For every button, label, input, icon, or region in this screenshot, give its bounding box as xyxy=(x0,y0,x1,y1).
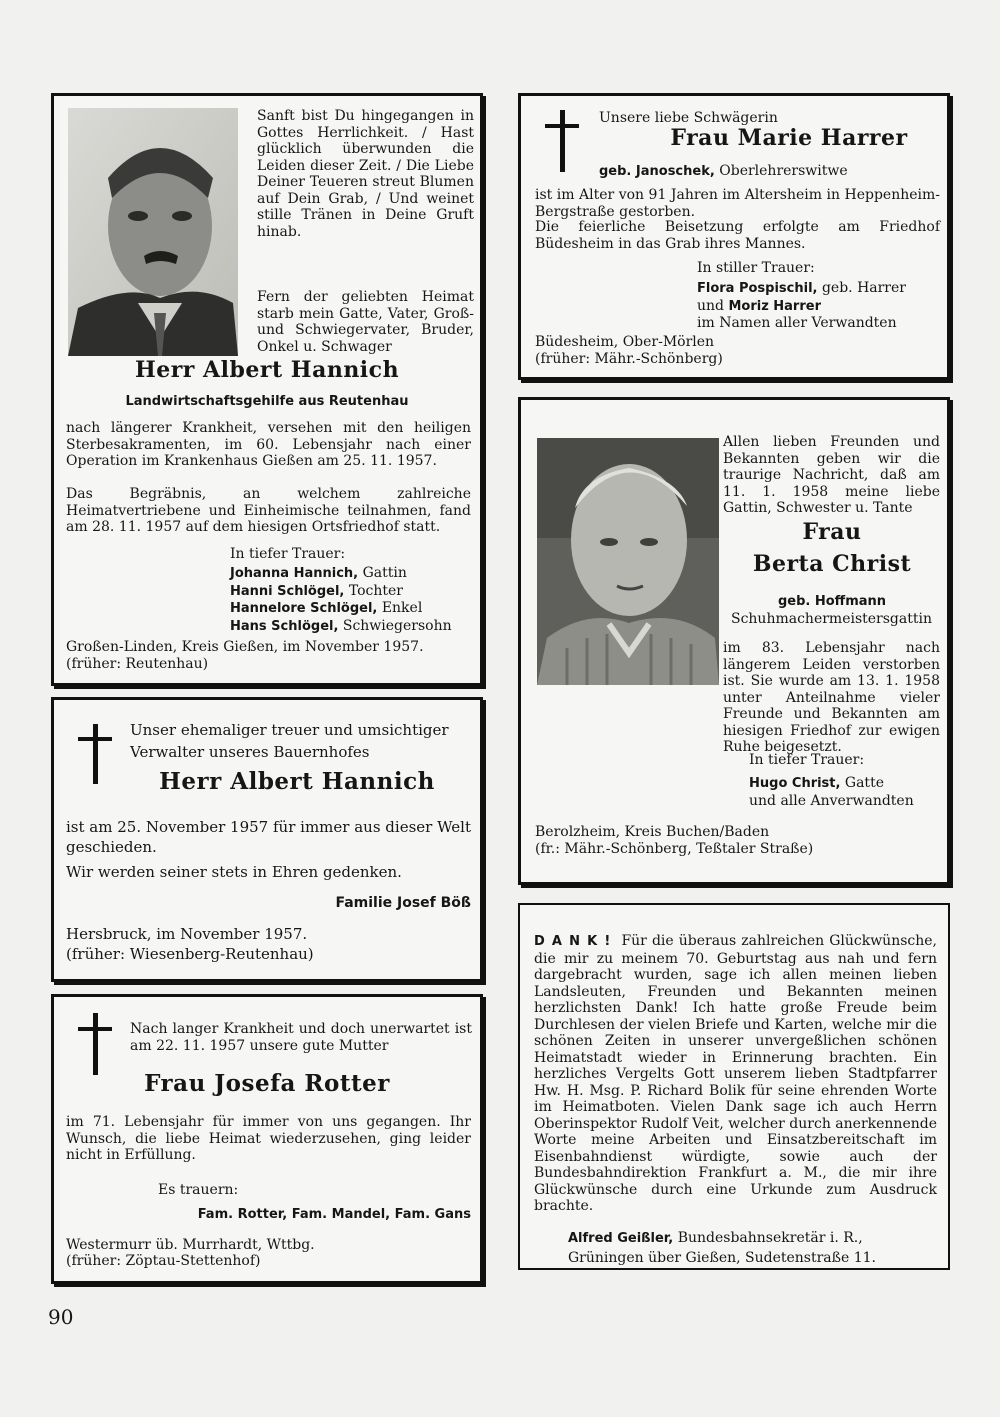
signer-address: Grüningen über Gießen, Sudetenstraße 11. xyxy=(568,1250,877,1266)
signer-line xyxy=(568,1230,938,1248)
born-name: geb. Janoschek, xyxy=(599,164,715,179)
mourner-relation: Gatte xyxy=(844,775,884,791)
mourner-row: Hanni Schlögel, Tochter xyxy=(230,582,403,599)
remember-text: Wir werden seiner stets in Ehren gedenken. xyxy=(66,863,402,881)
mourners-list: Fam. Rotter, Fam. Mandel, Fam. Gans xyxy=(197,1207,471,1222)
mourner-row: Hannelore Schlögel, Enkel xyxy=(230,600,423,616)
obituary-christ xyxy=(518,397,950,885)
body-text xyxy=(535,640,940,756)
occupation-text: Landwirtschaftsgehilfe aus Reutenhau xyxy=(125,394,409,409)
body-text-2: Die feierliche Beisetzung erfolgte am Friedhof Büdesheim in das Grab ihres Mannes. xyxy=(535,219,940,252)
intro-text: Nach langer Krankheit und doch unerwartet ist am 22. 11. 1957 unsere gute Mutter xyxy=(130,1021,472,1054)
intro-text: Allen lieben Freunden und Bekannten geben wir die traurige Nachricht, daß am 11. 1. 1958 meine liebe Gattin, Schwester u. Tante xyxy=(723,434,940,516)
deceased-name: Herr Albert Hannich xyxy=(134,357,400,383)
body-text: im 71. Lebensjahr für immer von uns gegangen. Ihr Wunsch, die liebe Heimat wiederzusehen, ging leider nicht in Erfüllung. xyxy=(66,1114,471,1163)
place-date: Hersbruck, im November 1957. xyxy=(66,925,308,943)
signed-by: Familie Josef Böß xyxy=(335,895,471,911)
mourner-relation: geb. Harrer xyxy=(821,280,906,296)
cross-icon xyxy=(78,1013,112,1075)
mourner-name: Hugo Christ, xyxy=(749,776,841,791)
formerly-text: (fr.: Mähr.-Schönberg, Teßtaler Straße) xyxy=(535,841,814,857)
obituary-hannich-main xyxy=(51,93,483,686)
mourning-label: In tiefer Trauer: xyxy=(749,752,865,768)
born-text: geb. Hoffmann xyxy=(777,594,887,609)
deceased-name: Frau Josefa Rotter xyxy=(144,1070,390,1097)
page-number: 90 xyxy=(48,1305,74,1329)
mourners-list xyxy=(230,565,475,635)
occupation-text: Schuhmachermeistersgattin xyxy=(730,611,932,627)
obituary-harrer xyxy=(518,93,950,380)
mourners-list xyxy=(697,280,947,332)
formerly-text: (früher: Mähr.-Schönberg) xyxy=(535,351,723,367)
obituary-hannich-boess xyxy=(51,697,483,982)
intro-text: Fern der geliebten Heimat starb mein Gatte, Vater, Groß- und Schwiegervater, Bruder, Onkel u. Schwager xyxy=(257,289,474,355)
deceased-name: Berta Christ xyxy=(752,551,912,577)
mourning-label: Es trauern: xyxy=(158,1182,239,1198)
mourners-list xyxy=(749,775,949,809)
cross-icon xyxy=(78,724,112,784)
thanks-notice xyxy=(518,903,950,1270)
body-text-1: nach längerer Krankheit, versehen mit den heiligen Sterbesakramenten, im 60. Lebensjahr nach einer Operation im Krankenhaus Gießen am 25. 11. 1957. xyxy=(66,420,471,469)
mourner-name: Moriz Harrer xyxy=(728,298,821,314)
intro-line-1: Unser ehemaliger treuer und umsichtiger xyxy=(130,721,449,739)
body-text: ist am 25. November 1957 für immer aus dieser Welt geschieden. xyxy=(66,818,471,856)
deceased-name: Herr Albert Hannich xyxy=(159,768,435,795)
mourning-label: In stiller Trauer: xyxy=(697,260,815,276)
mourning-label: In tiefer Trauer: xyxy=(230,546,346,562)
signer-name: Alfred Geißler, xyxy=(568,1231,674,1246)
mourner-row: Hans Schlögel, Schwiegersohn xyxy=(230,617,452,634)
mourner-row: Johanna Hannich, Gattin xyxy=(230,565,407,581)
formerly-text: (früher: Zöptau-Stettenhof) xyxy=(66,1253,261,1269)
poem-text: Sanft bist Du hingegangen in Gottes Herrlichkeit. / Hast glücklich überwunden die Leiden dieser Zeit. / Die Liebe Deiner Teueren streut Blumen auf Dein Grab, / Und weinet stille Tränen in Deine Gruft hinab. xyxy=(257,108,474,240)
place-text: Büdesheim, Ober-Mörlen xyxy=(535,334,715,350)
thanks-text: Für die überaus zahlreichen Glückwünsche, die mir zu meinem 70. Geburtstag aus nah und fern dargebracht wurden, sage ich allen meinen lieben Landsleuten, Freunden und Bekannten meinen herzlichsten Dank! Ich hatte große Freude beim Durchlesen der vielen Briefe und Karten, welche mir die schönen Zeiten in unserer unvergeßlichen schönen Heimatstadt wieder in Erinnerung brachten. Ein herzliches Vergelts Gott unserem lieben Stadtpfarrer Hw. H. Msg. P. Richard Bolik für seine ehrenden Worte im Heimatboten. Vielen Dank sage ich auch Herrn Oberinspektor Rudolf Veit, welcher durch anerkennende Worte meine Arbeiten und Einsatzbereitschaft im Eisenbahndienst würdigte, sowie auch der Bundesbahndirektion Frankfurt a. M., die mir ihre Glückwünsche durch eine Urkunde zum Ausdruck brachte. xyxy=(534,933,937,1214)
mourner-relation: im Namen aller Verwandten xyxy=(697,315,897,331)
thanks-lead: D A N K ! xyxy=(534,934,612,949)
portrait-photo-albert-hannich xyxy=(68,108,238,356)
mourner-name: Flora Pospischil, xyxy=(697,281,818,296)
signer-title: Bundesbahnsekretär i. R., xyxy=(677,1230,863,1246)
body-text-1: ist im Alter von 91 Jahren im Altersheim in Heppenheim-Bergstraße gestorben. xyxy=(535,187,940,220)
place-date: Großen-Linden, Kreis Gießen, im November 1957. xyxy=(66,639,424,655)
body-text-content: im 83. Lebensjahr nach längerem Leiden verstorben ist. Sie wurde am 13. 1. 1958 unter Anteilnahme vieler Freunde und Bekannten am hiesigen Friedhof zur ewigen Ruhe beigesetzt. xyxy=(723,640,940,755)
intro-text: Unsere liebe Schwägerin xyxy=(599,110,778,126)
cross-icon xyxy=(545,110,579,172)
obituary-rotter xyxy=(51,994,483,1284)
intro-line-2: Verwalter unseres Bauernhofes xyxy=(130,743,370,761)
born-title: Oberlehrerswitwe xyxy=(719,163,848,179)
mourner-relation: und alle Anverwandten xyxy=(749,792,914,809)
born-line xyxy=(599,163,848,181)
formerly-text: (früher: Reutenhau) xyxy=(66,656,209,672)
place-date: Westermurr üb. Murrhardt, Wttbg. xyxy=(66,1237,315,1253)
body-text-2: Das Begräbnis, an welchem zahlreiche Heimatvertriebene und Einheimische teilnahmen, fand am 28. 11. 1957 auf dem hiesigen Ortsfriedhof statt. xyxy=(66,486,471,535)
formerly-text: (früher: Wiesenberg-Reutenhau) xyxy=(66,945,314,963)
deceased-name: Frau Marie Harrer xyxy=(670,125,908,151)
title-text: Frau xyxy=(802,519,862,545)
mourner-and: und xyxy=(697,297,724,314)
place-text: Berolzheim, Kreis Buchen/Baden xyxy=(535,824,770,840)
thanks-body xyxy=(534,933,937,1215)
